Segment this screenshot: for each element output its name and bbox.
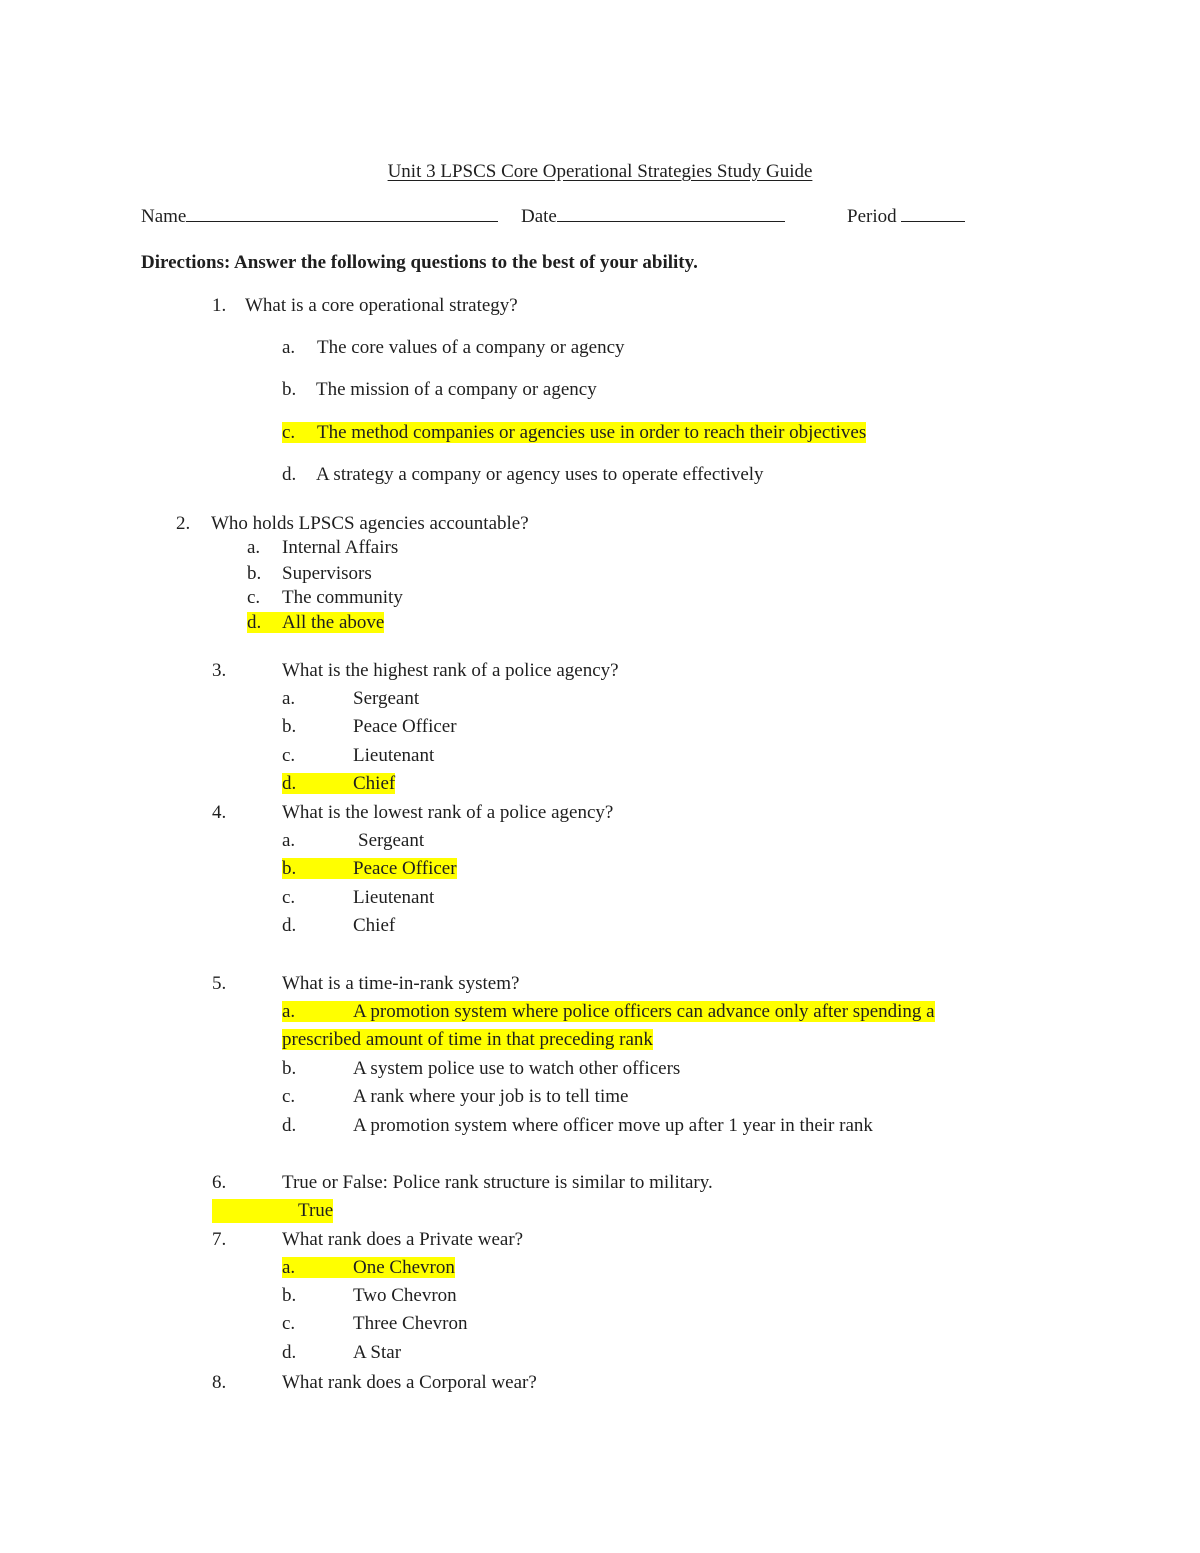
question-5 [212,972,519,996]
question-text: What rank does a Corporal wear? [282,1372,537,1393]
q1-option-a[interactable]: a. The core values of a company or agency [282,337,625,358]
q1-option-d[interactable]: d. A strategy a company or agency uses to operate effectively [282,464,764,485]
directions: Directions: Answer the following questions to the best of your ability. [141,252,698,273]
q4-option-a[interactable]: a. Sergeant [282,830,425,851]
q3-option-b[interactable]: b. Peace Officer [282,716,457,737]
q7-option-d[interactable]: d. A Star [282,1342,402,1363]
q3-option-c[interactable]: c. Lieutenant [282,745,435,766]
q7-option-c[interactable]: c. Three Chevron [282,1313,468,1334]
question-7 [212,1228,523,1252]
period-blank[interactable] [901,203,965,222]
period-field[interactable] [847,203,965,229]
question-text: What rank does a Private wear? [282,1229,524,1250]
question-text: What is the lowest rank of a police agency? [282,802,614,823]
date-label: Date [521,206,557,227]
q1-option-b[interactable]: b. The mission of a company or agency [282,379,597,400]
date-blank[interactable] [557,203,785,222]
question-number: 7. [212,1229,227,1250]
q5-option-b[interactable]: b. A system police use to watch other officers [282,1058,681,1079]
question-6 [212,1171,713,1195]
question-number: 5. [212,973,227,994]
name-blank[interactable] [186,203,498,222]
q6-answer[interactable]: True [212,1199,333,1223]
question-text: What is a core operational strategy? [245,295,518,316]
question-text: True or False: Police rank structure is similar to military. [282,1172,713,1193]
question-3 [212,659,619,683]
q2-option-b[interactable]: b. Supervisors [247,563,372,584]
question-text: Who holds LPSCS agencies accountable? [211,513,529,534]
q1-option-c-answer[interactable]: c. The method companies or agencies use in order to reach their objectives [282,422,867,443]
question-number: 3. [212,660,227,681]
q5-option-d[interactable]: d. A promotion system where officer move up after 1 year in their rank [282,1115,873,1136]
q5-option-a-answer-cont: prescribed amount of time in that preceding rank [282,1029,653,1050]
q2-option-a[interactable]: a. Internal Affairs [247,537,399,558]
question-2 [176,512,529,536]
question-number: 1. [212,295,227,316]
question-text: What is the highest rank of a police agency? [282,660,619,681]
q3-option-d-answer[interactable]: d. Chief [282,773,396,794]
q7-option-b[interactable]: b. Two Chevron [282,1285,457,1306]
q2-option-c[interactable]: c. The community [247,587,403,608]
question-number: 2. [176,513,191,534]
period-label: Period [847,206,897,227]
question-number: 6. [212,1172,227,1193]
question-4 [212,801,613,825]
q7-option-a-answer[interactable]: a. One Chevron [282,1257,455,1278]
q4-option-d[interactable]: d. Chief [282,915,396,936]
q3-option-a[interactable]: a. Sergeant [282,688,420,709]
q4-option-b-answer[interactable]: b. Peace Officer [282,858,457,879]
question-8 [212,1371,537,1395]
question-text: What is a time-in-rank system? [282,973,520,994]
name-label: Name [141,206,187,227]
question-number: 4. [212,802,227,823]
question-1 [212,294,518,318]
q5-option-c[interactable]: c. A rank where your job is to tell time [282,1086,629,1107]
question-number: 8. [212,1372,227,1393]
name-field[interactable] [141,203,498,229]
q5-option-a-answer[interactable]: a. A promotion system where police officers can advance only after spending a [282,1001,935,1022]
q2-option-d-answer[interactable]: d. All the above [247,612,385,633]
date-field[interactable] [521,203,785,229]
document-title: Unit 3 LPSCS Core Operational Strategies Study Guide [387,161,813,182]
q4-option-c[interactable]: c. Lieutenant [282,887,435,908]
